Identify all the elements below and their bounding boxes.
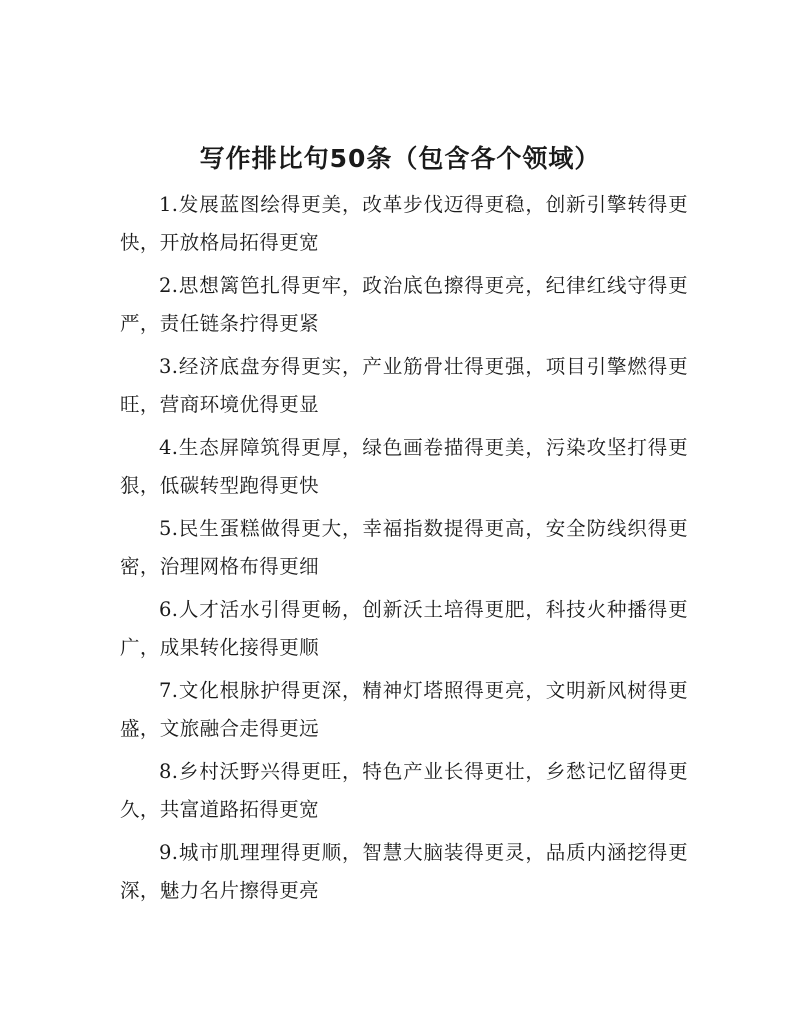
paragraph-5: 5.民生蛋糕做得更大，幸福指数提得更高，安全防线织得更密，治理网格布得更细 (120, 517, 688, 578)
paragraph-6: 6.人才活水引得更畅，创新沃土培得更肥，科技火种播得更广，成果转化接得更顺 (120, 598, 688, 659)
paragraph-8: 8.乡村沃野兴得更旺，特色产业长得更壮，乡愁记忆留得更久，共富道路拓得更宽 (120, 760, 688, 821)
document-body (120, 186, 688, 915)
paragraph-1: 1.发展蓝图绘得更美，改革步伐迈得更稳，创新引擎转得更快，开放格局拓得更宽 (120, 193, 688, 254)
document-title: 写作排比句50条（包含各个领域） (199, 144, 601, 173)
paragraph-2: 2.思想篱笆扎得更牢，政治底色擦得更亮，纪律红线守得更严，责任链条拧得更紧 (120, 274, 688, 335)
paragraph-3: 3.经济底盘夯得更实，产业筋骨壮得更强，项目引擎燃得更旺，营商环境优得更显 (120, 355, 688, 416)
paragraph-7: 7.文化根脉护得更深，精神灯塔照得更亮，文明新风树得更盛，文旅融合走得更远 (120, 679, 688, 740)
paragraph-4: 4.生态屏障筑得更厚，绿色画卷描得更美，污染攻坚打得更狠，低碳转型跑得更快 (120, 436, 688, 497)
paragraph-9: 9.城市肌理理得更顺，智慧大脑装得更灵，品质内涵挖得更深，魅力名片擦得更亮 (120, 841, 688, 902)
